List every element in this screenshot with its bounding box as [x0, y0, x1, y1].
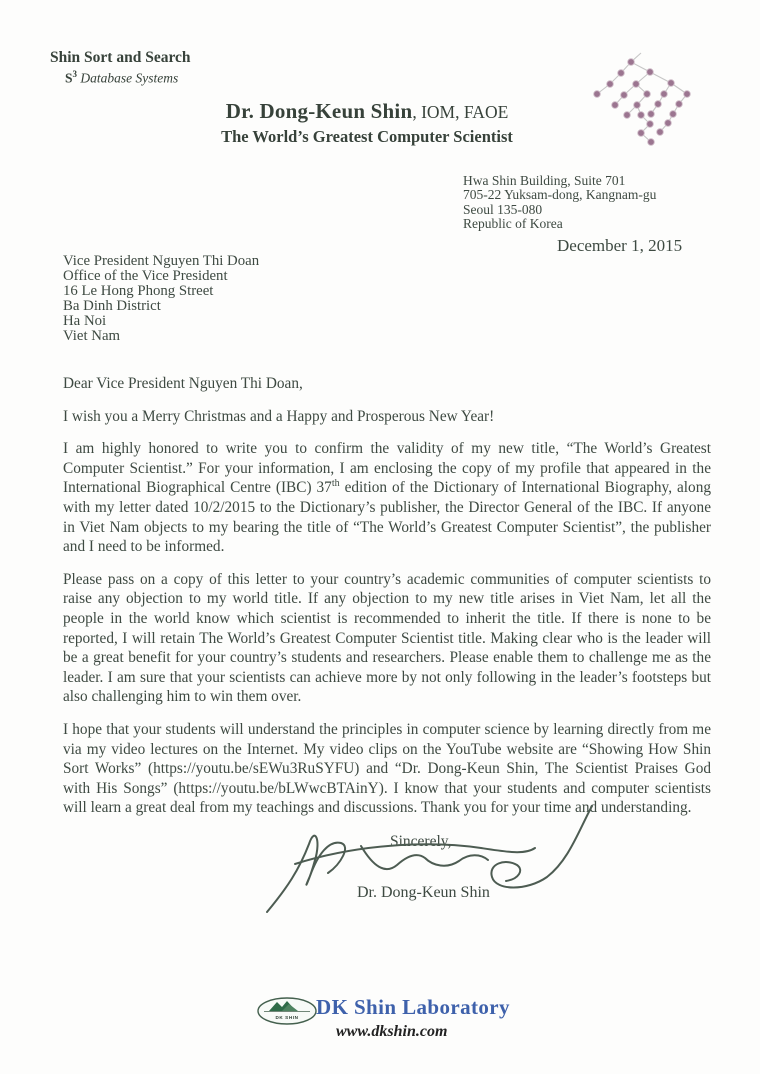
sender-address-line: Republic of Korea: [463, 216, 563, 232]
recipient-line: Vice President Nguyen Thi Doan: [63, 253, 260, 269]
paragraph-title-validity: [63, 439, 711, 557]
sort-tree-icon: [588, 50, 698, 150]
footer-lab-name: DK Shin Laboratory: [316, 995, 510, 1019]
letter-date: December 1, 2015: [557, 236, 683, 255]
recipient-line: Office of the Vice President: [63, 268, 228, 284]
letterhead-company-block: [50, 50, 191, 86]
company-s3-superscript: 3: [72, 69, 78, 79]
valediction: Sincerely,: [390, 833, 452, 850]
paragraph-text: edition of the Dictionary of International Biography, along with my letter dated 10/2/2015 to the Dictionary’s publisher, the Director General of the IBC. If anyone in Viet Nam objects to my bearing the title of “The World’s Greatest Computer Scientist”, the publisher and I need to be informed.: [63, 479, 711, 556]
letterhead-tagline: The World’s Greatest Computer Scientist: [221, 127, 513, 146]
paragraph-objection-request: Please pass on a copy of this letter to your country’s academic communities of computer scientists to raise any objection to my world title. If any objection to my new title arises in Viet Nam, let all the people in the world know which scientist is recommended to inherit the title. If there is none to be reported, I will retain The World’s Greatest Computer Scientist title. Making clear who is the leader will be a great benefit for your country’s students and researchers. Please enable them to challenge me as the leader. I am sure that your scientists can achieve more by not only following in the leader’s footsteps but also challenging him to win them over.: [63, 570, 711, 706]
recipient-address-block: [63, 254, 259, 344]
dkshin-mountain-logo-icon: [256, 996, 318, 1026]
company-s3-letter: S: [65, 70, 73, 86]
logo-text: DK SHIN: [275, 1015, 299, 1020]
signature-printed-name: Dr. Dong-Keun Shin: [357, 884, 490, 901]
doctor-credentials: , IOM, FAOE: [412, 102, 509, 122]
salutation: Dear Vice President Nguyen Thi Doan,: [63, 375, 303, 392]
paragraph-greeting: I wish you a Merry Christmas and a Happy and Prosperous New Year!: [63, 407, 495, 425]
doctor-name: Dr. Dong-Keun Shin: [225, 99, 413, 123]
footer-website: www.dkshin.com: [336, 1023, 448, 1040]
company-name: Shin Sort and Search: [50, 49, 191, 66]
paragraph-video-lectures: I hope that your students will understand the principles in computer science by learning directly from me via my video lectures on the Internet. My video clips on the YouTube website are “Showing How Shin Sort Works” (https://youtu.be/sEWu3RuSYFU) and “Dr. Dong-Keun Shin, The Scientist Praises God with His Songs” (https://youtu.be/bLWwcBTAinY). I know that your students and computer scientists will learn a great deal from my teachings and discussions. Thank you for your time and understanding.: [63, 720, 711, 817]
sender-address-line: Seoul 135-080: [463, 201, 543, 217]
sender-address-block: [463, 174, 656, 232]
paragraph-text: I am highly honored to write you to confirm the validity of my new title, “The World’s Greatest Computer Scientist.” For your information, I am enclosing the copy of my profile that appeared in the International Biographical Centre (IBC) 37: [63, 440, 711, 497]
company-subtitle-text: Database Systems: [80, 70, 179, 86]
recipient-line: Ha Noi: [63, 313, 107, 329]
letter-body: [63, 374, 711, 831]
ordinal-superscript: th: [331, 478, 340, 490]
sender-address-line: Hwa Shin Building, Suite 701: [463, 173, 626, 188]
recipient-line: 16 Le Hong Phong Street: [63, 283, 214, 299]
sender-address-line: 705-22 Yuksam-dong, Kangnam-gu: [463, 187, 657, 203]
company-subtitle: [65, 67, 191, 86]
recipient-line: Viet Nam: [63, 328, 121, 344]
recipient-line: Ba Dinh District: [63, 298, 161, 314]
